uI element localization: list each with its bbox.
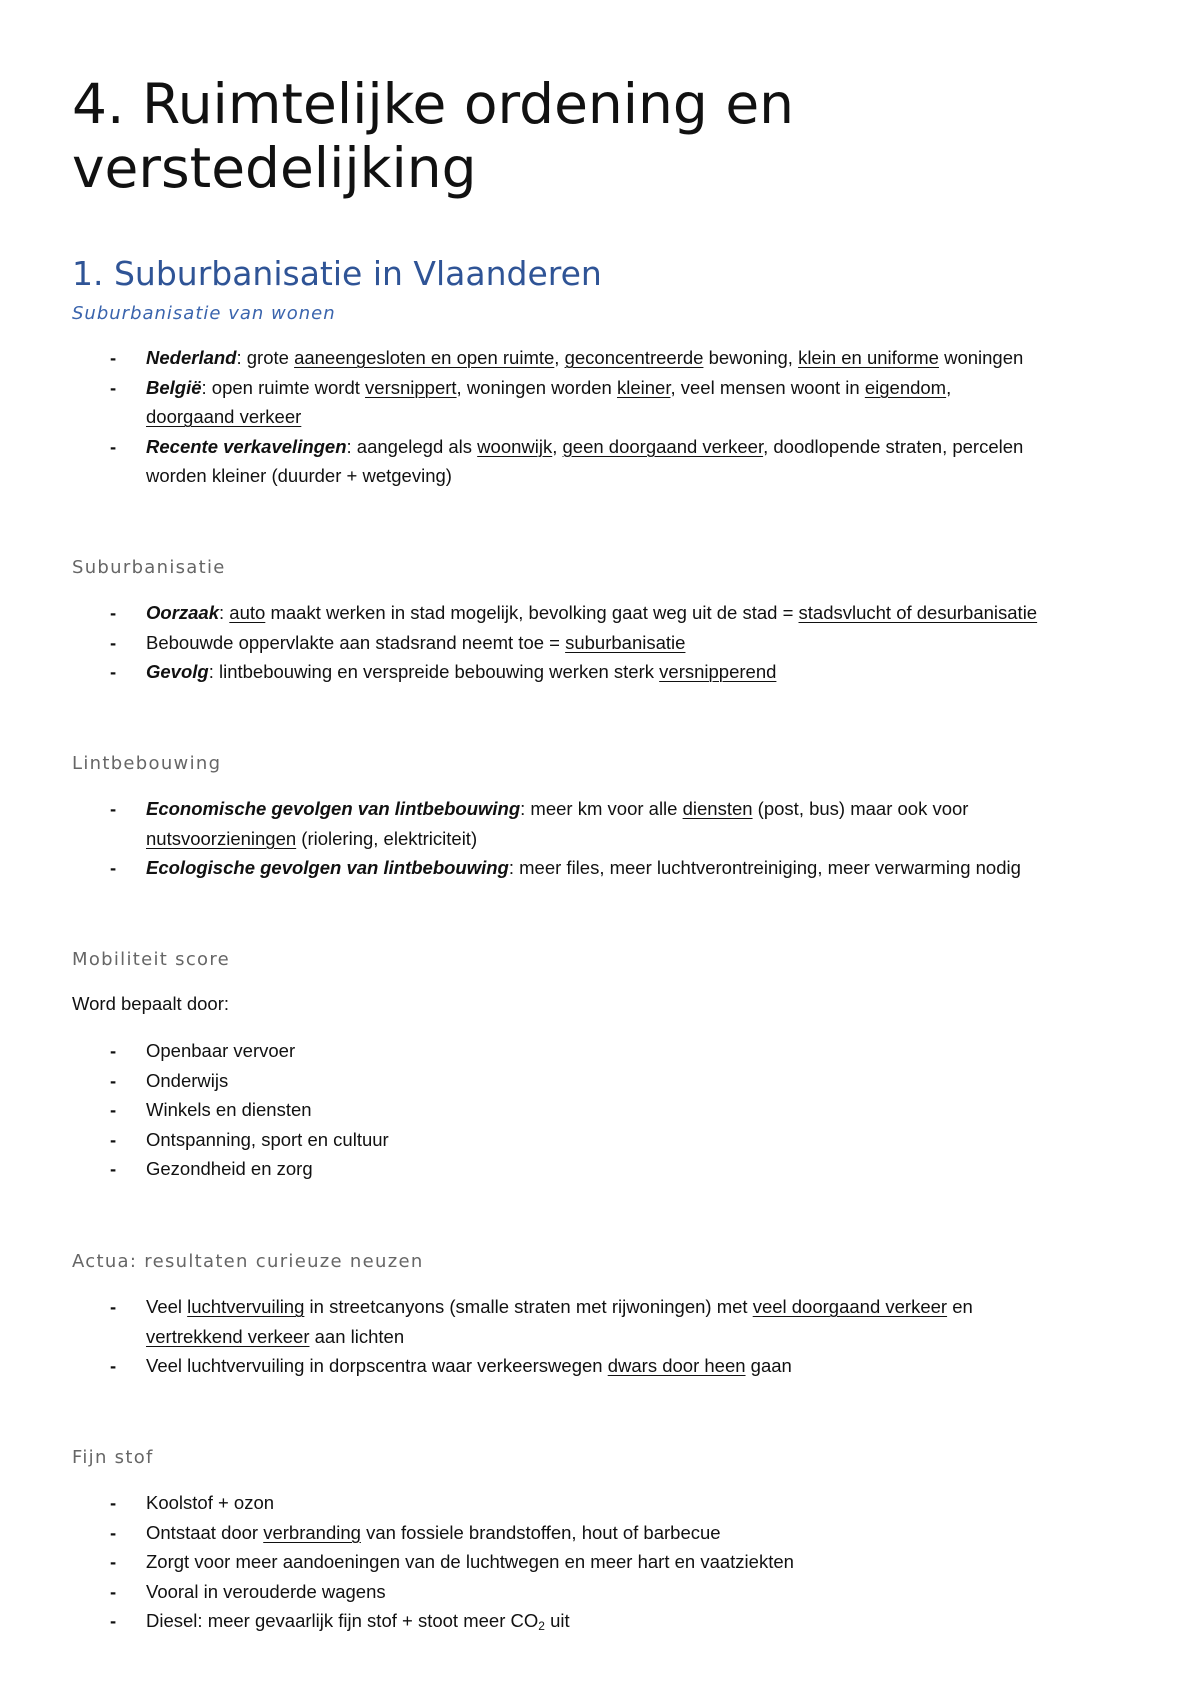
paragraph-word-bepaalt-door: Word bepaalt door: <box>72 993 230 1014</box>
list-item-diesel: - Diesel: meer gevaarlijk fijn stof + stoot meer $CO_2$ uit <box>0 1606 1140 1636</box>
list-fijn-stof <box>0 1488 1140 1636</box>
list-mobiliteit-score <box>0 1036 1140 1184</box>
list-item: - Onderwijs <box>0 1066 1140 1096</box>
list-actua <box>0 1292 1140 1381</box>
list-item-ecologische-gevolgen: - Ecologische gevolgen van lintbebouwing: meer files, meer luchtverontreiniging, meer verwarming nodig <box>0 853 1140 883</box>
page-title-line-2: verstedelijking <box>72 136 477 200</box>
list-lintbebouwing <box>0 794 1140 883</box>
subheading-fijn-stof: Fijn stof <box>72 1447 154 1468</box>
list-item-ontstaat-door: - Ontstaat door verbranding van fossiele brandstoffen, hout of barbecue <box>0 1518 1140 1548</box>
list-item-streetcanyons: - Veel luchtvervuiling in streetcanyons (smalle straten met rijwoningen) met veel doorgaand verkeer en vertrekkend verkeer aan lichten <box>0 1292 1140 1351</box>
subheading-suburbanisatie: Suburbanisatie <box>72 557 226 578</box>
list-item-recente-verkavelingen: - Recente verkavelingen: aangelegd als woonwijk, geen doorgaand verkeer, doodlopende straten, percelen worden kleiner (duurder + wetgeving) <box>0 432 1140 491</box>
list-item-verouderde-wagens: - Vooral in verouderde wagens <box>0 1577 1140 1607</box>
subheading-actua: Actua: resultaten curieuze neuzen <box>72 1251 424 1272</box>
subheading-mobiliteit-score: Mobiliteit score <box>72 949 231 970</box>
list-item: - Gezondheid en zorg <box>0 1154 1140 1184</box>
subheading-lintbebouwing: Lintbebouwing <box>72 753 222 774</box>
list-item: - Ontspanning, sport en cultuur <box>0 1125 1140 1155</box>
list-item-koolstof: - Koolstof + ozon <box>0 1488 1140 1518</box>
list-item: - Winkels en diensten <box>0 1095 1140 1125</box>
section-heading-suburbanisatie-vlaanderen: 1. Suburbanisatie in Vlaanderen <box>72 254 602 293</box>
list-item-aandoeningen: - Zorgt voor meer aandoeningen van de luchtwegen en meer hart en vaatziekten <box>0 1547 1140 1577</box>
list-item-nederland: - Nederland: grote aaneengesloten en open ruimte, geconcentreerde bewoning, klein en uniforme woningen <box>0 343 1140 373</box>
list-item-oorzaak: - Oorzaak: auto maakt werken in stad mogelijk, bevolking gaat weg uit de stad = stadsvlucht of desurbanisatie <box>0 598 1140 628</box>
list-item-belgie: - België: open ruimte wordt versnippert, woningen worden kleiner, veel mensen woont in eigendom, doorgaand verkeer <box>0 373 1140 432</box>
list-item: - Openbaar vervoer <box>0 1036 1140 1066</box>
subheading-suburbanisatie-van-wonen: Suburbanisatie van wonen <box>72 303 336 324</box>
page-title-line-1: 4. Ruimtelijke ordening en <box>72 72 795 136</box>
list-item-dorpscentra: - Veel luchtvervuiling in dorpscentra waar verkeerswegen dwars door heen gaan <box>0 1351 1140 1381</box>
list-suburbanisatie <box>0 598 1140 687</box>
list-item-gevolg: - Gevolg: lintbebouwing en verspreide bebouwing werken sterk versnipperend <box>0 657 1140 687</box>
list-item-economische-gevolgen: - Economische gevolgen van lintbebouwing: meer km voor alle diensten (post, bus) maar ook voor nutsvoorzieningen (riolering, elektriciteit) <box>0 794 1140 853</box>
page-title <box>72 72 794 200</box>
list-item-bebouwde-oppervlakte: - Bebouwde oppervlakte aan stadsrand neemt toe = suburbanisatie <box>0 628 1140 658</box>
list-suburbanisatie-van-wonen <box>0 343 1140 491</box>
